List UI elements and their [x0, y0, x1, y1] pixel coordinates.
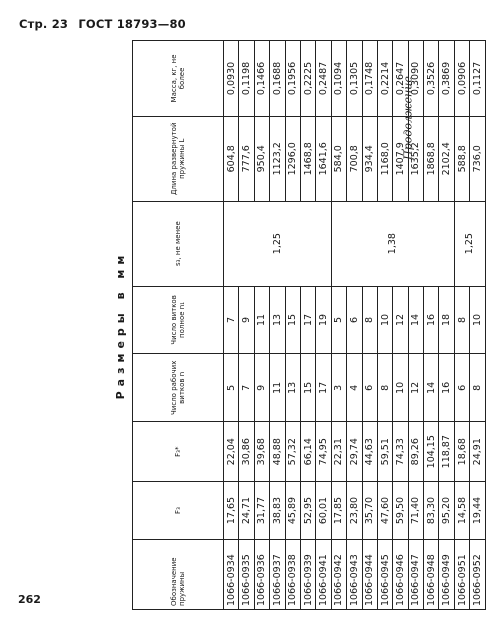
- table-cell: 95,20: [439, 482, 454, 540]
- table-cell: 1066-0951: [454, 539, 469, 609]
- table-cell: 23,80: [347, 482, 362, 540]
- column-header: Число рабочих витков n: [133, 354, 224, 422]
- table-cell: 14,58: [454, 482, 469, 540]
- table-row: [331, 41, 346, 610]
- table-cell: 29,74: [347, 422, 362, 482]
- table-cell: 0,3090: [408, 41, 423, 117]
- table-row: [470, 41, 485, 610]
- table-cell: 0,1094: [331, 41, 346, 117]
- column-header: Число витков полное n₁: [133, 286, 224, 354]
- table-cell: 1066-0938: [285, 539, 300, 609]
- standard-number: ГОСТ 18793—80: [78, 17, 186, 31]
- table-cell: 1123,2: [270, 116, 285, 201]
- table-cell: 1066-0947: [408, 539, 423, 609]
- page-header: [19, 17, 192, 31]
- table-row: [347, 41, 362, 610]
- table-cell: 604,8: [224, 116, 239, 201]
- table-cell: 700,8: [347, 116, 362, 201]
- table-cell: 17: [300, 286, 315, 354]
- table-cell: 0,1127: [470, 41, 485, 117]
- table-cell: 8: [454, 286, 469, 354]
- table-cell: 30,86: [239, 422, 254, 482]
- table-cell: 89,26: [408, 422, 423, 482]
- column-header: F₃: [133, 482, 224, 540]
- table-cell: 584,0: [331, 116, 346, 201]
- table-cell: 0,1956: [285, 41, 300, 117]
- table-cell: 83,30: [424, 482, 439, 540]
- table-cell: 1468,8: [300, 116, 315, 201]
- table-title: Размеры в мм: [114, 250, 127, 400]
- table-cell: 60,01: [316, 482, 331, 540]
- table-cell: 4: [347, 354, 362, 422]
- s3-group-cell: 1,25: [454, 201, 485, 286]
- table-cell: 18,68: [454, 422, 469, 482]
- table-cell: 39,68: [254, 422, 269, 482]
- table-cell: 52,95: [300, 482, 315, 540]
- page-number: 262: [18, 593, 41, 606]
- table-cell: 14: [408, 286, 423, 354]
- table-cell: 1066-0942: [331, 539, 346, 609]
- table-cell: 1066-0941: [316, 539, 331, 609]
- table-cell: 35,70: [362, 482, 377, 540]
- table-cell: 1066-0934: [224, 539, 239, 609]
- table-cell: 6: [347, 286, 362, 354]
- table-cell: 736,0: [470, 116, 485, 201]
- s3-group-cell: 1,38: [331, 201, 454, 286]
- table-cell: 9: [239, 286, 254, 354]
- table-cell: 7: [224, 286, 239, 354]
- table-cell: 13: [285, 354, 300, 422]
- table-cell: 9: [254, 354, 269, 422]
- table-cell: 1066-0948: [424, 539, 439, 609]
- table-cell: 5: [331, 286, 346, 354]
- table-cell: 22,04: [224, 422, 239, 482]
- table-cell: 48,88: [270, 422, 285, 482]
- table-cell: 47,60: [377, 482, 392, 540]
- table-cell: 17: [316, 354, 331, 422]
- table-row: [424, 41, 439, 610]
- table-cell: 24,91: [470, 422, 485, 482]
- table-row: [408, 41, 423, 610]
- table-cell: 66,14: [300, 422, 315, 482]
- table-cell: 1066-0943: [347, 539, 362, 609]
- table-header-row: [133, 41, 224, 610]
- table-cell: 777,6: [239, 116, 254, 201]
- table-cell: 15: [300, 354, 315, 422]
- table-cell: 0,1466: [254, 41, 269, 117]
- table-cell: 3: [331, 354, 346, 422]
- table-cell: 31,77: [254, 482, 269, 540]
- table-cell: 45,89: [285, 482, 300, 540]
- table-row: [454, 41, 469, 610]
- table-cell: 38,83: [270, 482, 285, 540]
- column-header: Обозначение пружины: [133, 539, 224, 609]
- table-row: [300, 41, 315, 610]
- page-label: Стр. 23: [19, 17, 69, 31]
- table-cell: 1296,0: [285, 116, 300, 201]
- table-cell: 934,4: [362, 116, 377, 201]
- table-cell: 11: [270, 354, 285, 422]
- table-cell: 1066-0949: [439, 539, 454, 609]
- table-cell: 950,4: [254, 116, 269, 201]
- table-cell: 59,51: [377, 422, 392, 482]
- table-cell: 1868,8: [424, 116, 439, 201]
- table-cell: 0,2225: [300, 41, 315, 117]
- table-cell: 59,50: [393, 482, 408, 540]
- table-cell: 104,15: [424, 422, 439, 482]
- table-cell: 0,3526: [424, 41, 439, 117]
- table-row: [224, 41, 239, 610]
- table-cell: 10: [377, 286, 392, 354]
- table-cell: 14: [424, 354, 439, 422]
- table-row: [316, 41, 331, 610]
- table-cell: 8: [377, 354, 392, 422]
- table-cell: 12: [393, 286, 408, 354]
- table-row: [439, 41, 454, 610]
- table-cell: 10: [470, 286, 485, 354]
- column-header: s₃, не менее: [133, 201, 224, 286]
- table-cell: 1066-0939: [300, 539, 315, 609]
- table-cell: 1066-0935: [239, 539, 254, 609]
- table-cell: 6: [362, 354, 377, 422]
- table-cell: 17,65: [224, 482, 239, 540]
- table-cell: 1168,0: [377, 116, 392, 201]
- table-cell: 0,1688: [270, 41, 285, 117]
- column-header: Длина развернутой пружины L: [133, 116, 224, 201]
- table-cell: 74,95: [316, 422, 331, 482]
- table-cell: 0,2487: [316, 41, 331, 117]
- table-cell: 74,33: [393, 422, 408, 482]
- table-cell: 22,31: [331, 422, 346, 482]
- table-cell: 11: [254, 286, 269, 354]
- table-row: [270, 41, 285, 610]
- table-cell: 12: [408, 354, 423, 422]
- table-cell: 0,2214: [377, 41, 392, 117]
- table-row: [393, 41, 408, 610]
- table-cell: 5: [224, 354, 239, 422]
- table-row: [239, 41, 254, 610]
- table-row: [254, 41, 269, 610]
- table-cell: 1066-0946: [393, 539, 408, 609]
- table-body: [224, 41, 486, 610]
- table-cell: 6: [454, 354, 469, 422]
- table-cell: 1066-0952: [470, 539, 485, 609]
- table-row: [377, 41, 392, 610]
- table-cell: 19: [316, 286, 331, 354]
- table-cell: 8: [470, 354, 485, 422]
- column-header: Масса, кг, не более: [133, 41, 224, 117]
- table-cell: 0,1748: [362, 41, 377, 117]
- table-cell: 1066-0937: [270, 539, 285, 609]
- table-cell: 17,85: [331, 482, 346, 540]
- table-cell: 13: [270, 286, 285, 354]
- table-cell: 0,1305: [347, 41, 362, 117]
- table-cell: 1066-0945: [377, 539, 392, 609]
- table-cell: 7: [239, 354, 254, 422]
- table-row: [285, 41, 300, 610]
- table-cell: 118,87: [439, 422, 454, 482]
- table-cell: 44,63: [362, 422, 377, 482]
- table-cell: 1407,9: [393, 116, 408, 201]
- table-cell: 16: [439, 354, 454, 422]
- table-cell: 0,0906: [454, 41, 469, 117]
- table-cell: 0,1198: [239, 41, 254, 117]
- table-cell: 24,71: [239, 482, 254, 540]
- table-cell: 0,0930: [224, 41, 239, 117]
- spring-spec-table: [132, 40, 486, 610]
- continuation-label: Продолжение: [401, 76, 415, 160]
- table-cell: 18: [439, 286, 454, 354]
- table-cell: 0,3869: [439, 41, 454, 117]
- table-cell: 15: [285, 286, 300, 354]
- table-cell: 1641,6: [316, 116, 331, 201]
- table-cell: 2102,4: [439, 116, 454, 201]
- table-cell: 19,44: [470, 482, 485, 540]
- table-cell: 588,8: [454, 116, 469, 201]
- table-cell: 8: [362, 286, 377, 354]
- table-cell: 71,40: [408, 482, 423, 540]
- table-cell: 1066-0944: [362, 539, 377, 609]
- table-cell: 16: [424, 286, 439, 354]
- table-cell: 10: [393, 354, 408, 422]
- table-cell: 1635,2: [408, 116, 423, 201]
- table-cell: 1066-0936: [254, 539, 269, 609]
- column-header: F₃*: [133, 422, 224, 482]
- s3-group-cell: 1,25: [224, 201, 332, 286]
- table-cell: 0,2647: [393, 41, 408, 117]
- table-cell: 57,32: [285, 422, 300, 482]
- table-row: [362, 41, 377, 610]
